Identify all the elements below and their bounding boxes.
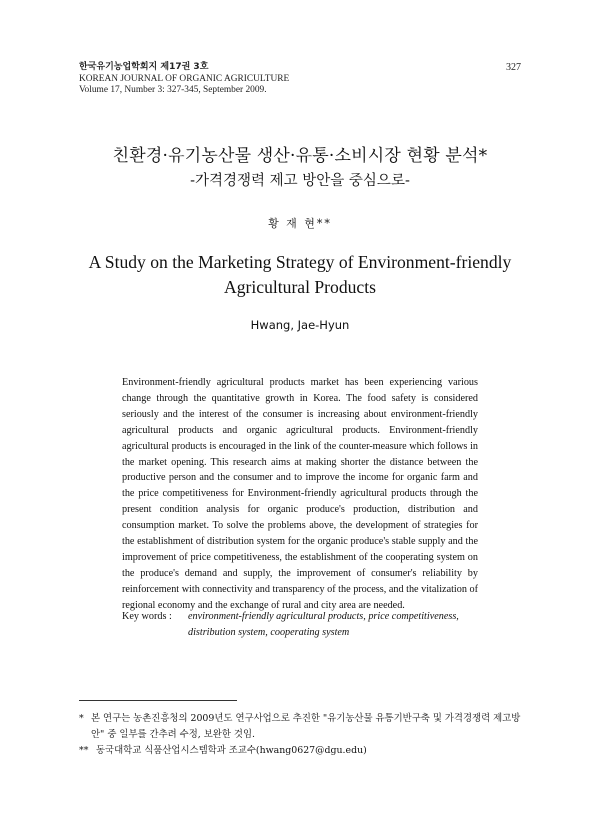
footnote <box>79 711 524 743</box>
journal-header <box>79 62 289 97</box>
author-kr: 황 재 현** <box>268 217 332 230</box>
paper-title-kr: 친환경·유기농산물 생산·유통·소비시장 현황 분석* <box>112 146 488 166</box>
keywords-values: environment-friendly agricultural products, price competitiveness, distribution system, cooperating system <box>188 611 459 638</box>
footnote <box>79 743 524 759</box>
footnote-text: 동국대학교 식품산업시스템학과 조교수(hwang0627@dgu.edu) <box>96 745 367 756</box>
abstract: Environment-friendly agricultural products market has been experiencing various change through the quantitative growth in Korea. The food safety is considered seriously and the interest of the consumer is increasing about environment-friendly agricultural products and organic agricultural products. Environment-friendly agricultural products is encouraged in the link of the counter-measure which follows in the market opening. This research aims at making shorter the distance between the productive person and the consumer and to improve the income for organic farm and the price competitiveness for Environment-friendly agricultural products through the present condition analysis for organic produce's production, distribution and consumption market. To solve the problems above, the development of strategies for the establishment of distribution system for the organic produce's stable supply and the improvement of price competitiveness, the establishment of the cooperating system on the produce's demand and supply, the improvement of consumer's reliability by reinforcement with connectivity and transparency of the process, and the vitalization of regional economy and the exchange of rural and city area are needed. <box>122 377 478 611</box>
journal-volume-info: Volume 17, Number 3: 327-345, September 2009. <box>79 85 267 95</box>
footnote-text: 본 연구는 농촌진흥청의 2009년도 연구사업으로 추진한 "유기농산물 유통기반구축 및 가격경쟁력 제고방안" 중 일부를 간추려 수정, 보완한 것임. <box>91 713 521 740</box>
footnotes <box>79 711 524 759</box>
footnote-mark: ** <box>79 745 89 756</box>
page-number: 327 <box>506 62 521 73</box>
footnote-mark: * <box>79 713 84 724</box>
footnote-divider <box>79 700 237 701</box>
paper-subtitle-kr: -가격경쟁력 제고 방안을 중심으로- <box>190 173 410 189</box>
keywords-label: Key words : <box>122 611 172 622</box>
journal-title-kr: 한국유기농업학회지 제17권 3호 <box>79 62 209 72</box>
paper-title-en: A Study on the Marketing Strategy of Environment-friendly Agricultural Products <box>88 252 512 297</box>
journal-title-en: KOREAN JOURNAL OF ORGANIC AGRICULTURE <box>79 73 290 84</box>
author-en: Hwang, Jae-Hyun <box>250 318 350 332</box>
